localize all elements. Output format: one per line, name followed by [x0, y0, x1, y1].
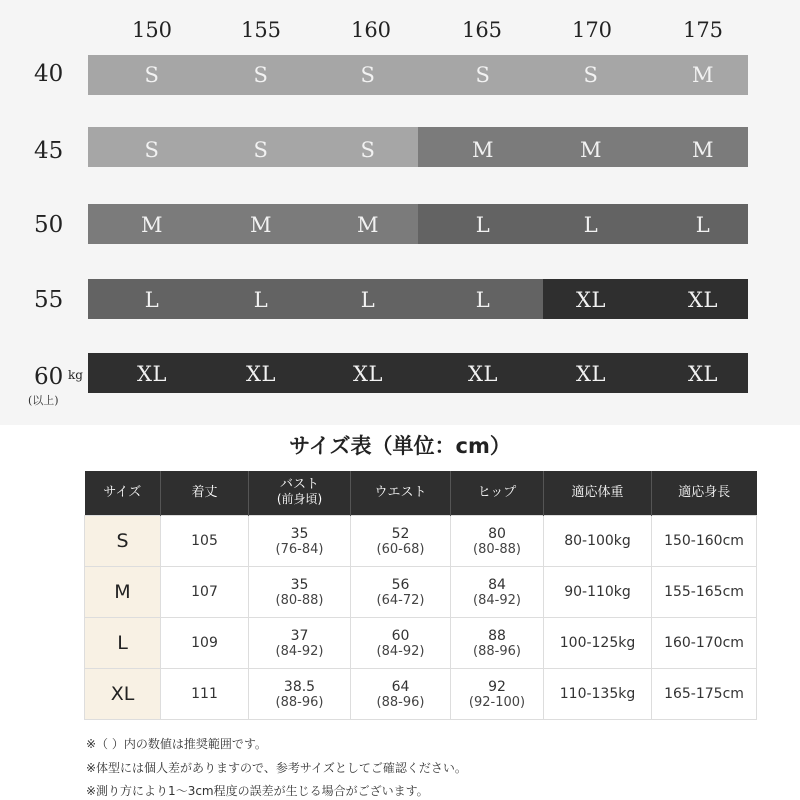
bust-value: 35	[290, 525, 309, 542]
height-label: 160	[350, 18, 392, 42]
height-label: 150	[131, 18, 173, 42]
bust-value: 38.5	[283, 678, 316, 695]
header-height: 適応身長	[652, 471, 757, 516]
height-label: 170	[571, 18, 613, 42]
row-size: M	[85, 567, 161, 618]
header-hip: ヒップ	[451, 471, 544, 516]
size-cell: L	[253, 288, 269, 312]
size-cell: S	[360, 63, 376, 87]
size-cell: XL	[576, 362, 606, 386]
row-size: XL	[85, 669, 161, 720]
size-cell: M	[691, 63, 714, 87]
size-cell: S	[144, 63, 160, 87]
size-cell: XL	[137, 362, 167, 386]
size-cell: M	[249, 213, 272, 237]
size-cell: L	[475, 213, 491, 237]
size-cell: M	[579, 138, 602, 162]
row-weight: 100-125kg	[544, 618, 652, 669]
row-height: 150-160cm	[652, 516, 757, 567]
size-cell: M	[140, 213, 163, 237]
table-row	[85, 669, 757, 720]
row-length: 107	[161, 567, 249, 618]
size-cell: S	[360, 138, 376, 162]
size-cell: XL	[468, 362, 498, 386]
hip-range: (92-100)	[468, 694, 526, 710]
size-cell: M	[356, 213, 379, 237]
row-height: 160-170cm	[652, 618, 757, 669]
row-hip	[451, 567, 544, 618]
row-waist	[351, 618, 451, 669]
height-label: 155	[240, 18, 282, 42]
size-cell: XL	[246, 362, 276, 386]
size-cell: S	[253, 63, 269, 87]
row-length: 105	[161, 516, 249, 567]
bust-range: (76-84)	[275, 541, 324, 557]
row-bust	[249, 669, 351, 720]
size-cell: XL	[688, 362, 718, 386]
waist-range: (60-68)	[376, 541, 425, 557]
size-cell: L	[360, 288, 376, 312]
bust-range: (88-96)	[275, 694, 324, 710]
row-weight: 90-110kg	[544, 567, 652, 618]
size-cell: XL	[353, 362, 383, 386]
waist-range: (64-72)	[376, 592, 425, 608]
row-height: 155-165cm	[652, 567, 757, 618]
header-weight: 適応体重	[544, 471, 652, 516]
weight-unit: kg	[68, 368, 83, 382]
height-label: 165	[461, 18, 503, 42]
weight-label: 50	[34, 212, 64, 238]
weight-label: 55	[34, 287, 64, 313]
bust-range: (80-88)	[275, 592, 324, 608]
waist-value: 52	[391, 525, 410, 542]
note-recommended-range: ※（ ）内の数値は推奨範囲です。	[86, 737, 267, 751]
size-table	[84, 471, 757, 720]
over-note: (以上)	[28, 394, 59, 407]
row-hip	[451, 516, 544, 567]
hip-value: 80	[488, 525, 506, 542]
size-cell: L	[695, 213, 711, 237]
hip-value: 88	[488, 627, 506, 644]
size-cell: S	[144, 138, 160, 162]
hip-value: 92	[488, 678, 506, 695]
table-row	[85, 567, 757, 618]
row-bust	[249, 516, 351, 567]
size-cell: S	[583, 63, 599, 87]
table-header-row	[85, 471, 757, 516]
table-title: サイズ表（単位：cm）	[289, 434, 511, 458]
header-bust-label: バスト	[279, 477, 319, 493]
table-row	[85, 618, 757, 669]
size-cell: S	[253, 138, 269, 162]
size-cell: S	[475, 63, 491, 87]
bust-value: 35	[290, 576, 309, 593]
hip-range: (84-92)	[473, 592, 521, 608]
row-length: 111	[161, 669, 249, 720]
row-weight: 80-100kg	[544, 516, 652, 567]
size-cell: M	[691, 138, 714, 162]
row-size: L	[85, 618, 161, 669]
size-cell: XL	[688, 288, 718, 312]
hip-value: 84	[488, 576, 506, 593]
row-bust	[249, 618, 351, 669]
weight-label: 45	[34, 138, 64, 164]
row-waist	[351, 516, 451, 567]
waist-range: (84-92)	[376, 643, 425, 659]
row-height: 165-175cm	[652, 669, 757, 720]
size-cell: L	[475, 288, 491, 312]
header-waist: ウエスト	[351, 471, 451, 516]
row-waist	[351, 567, 451, 618]
hip-range: (88-96)	[473, 643, 521, 659]
note-measurement-error: ※測り方により1～3cm程度の誤差が生じる場合がございます。	[86, 784, 429, 798]
size-cell: M	[471, 138, 494, 162]
size-cell: L	[583, 213, 599, 237]
hip-range: (80-88)	[473, 541, 521, 557]
size-cell: XL	[576, 288, 606, 312]
waist-value: 64	[391, 678, 410, 695]
weight-label: 40	[34, 61, 64, 87]
height-label: 175	[682, 18, 724, 42]
row-weight: 110-135kg	[544, 669, 652, 720]
row-length: 109	[161, 618, 249, 669]
waist-range: (88-96)	[376, 694, 425, 710]
waist-value: 56	[391, 576, 410, 593]
bust-value: 37	[290, 627, 309, 644]
header-bust	[249, 471, 351, 516]
row-bust	[249, 567, 351, 618]
weight-label: 60	[34, 364, 64, 390]
waist-value: 60	[391, 627, 410, 644]
header-size: サイズ	[85, 471, 161, 516]
row-size: S	[85, 516, 161, 567]
row-hip	[451, 669, 544, 720]
header-bust-sub: (前身頃)	[276, 492, 323, 506]
header-length: 着丈	[161, 471, 249, 516]
row-waist	[351, 669, 451, 720]
size-cell: L	[144, 288, 160, 312]
bust-range: (84-92)	[275, 643, 324, 659]
row-hip	[451, 618, 544, 669]
table-row	[85, 516, 757, 567]
note-individual-difference: ※体型には個人差がありますので、参考サイズとしてご確認ください。	[86, 761, 467, 775]
